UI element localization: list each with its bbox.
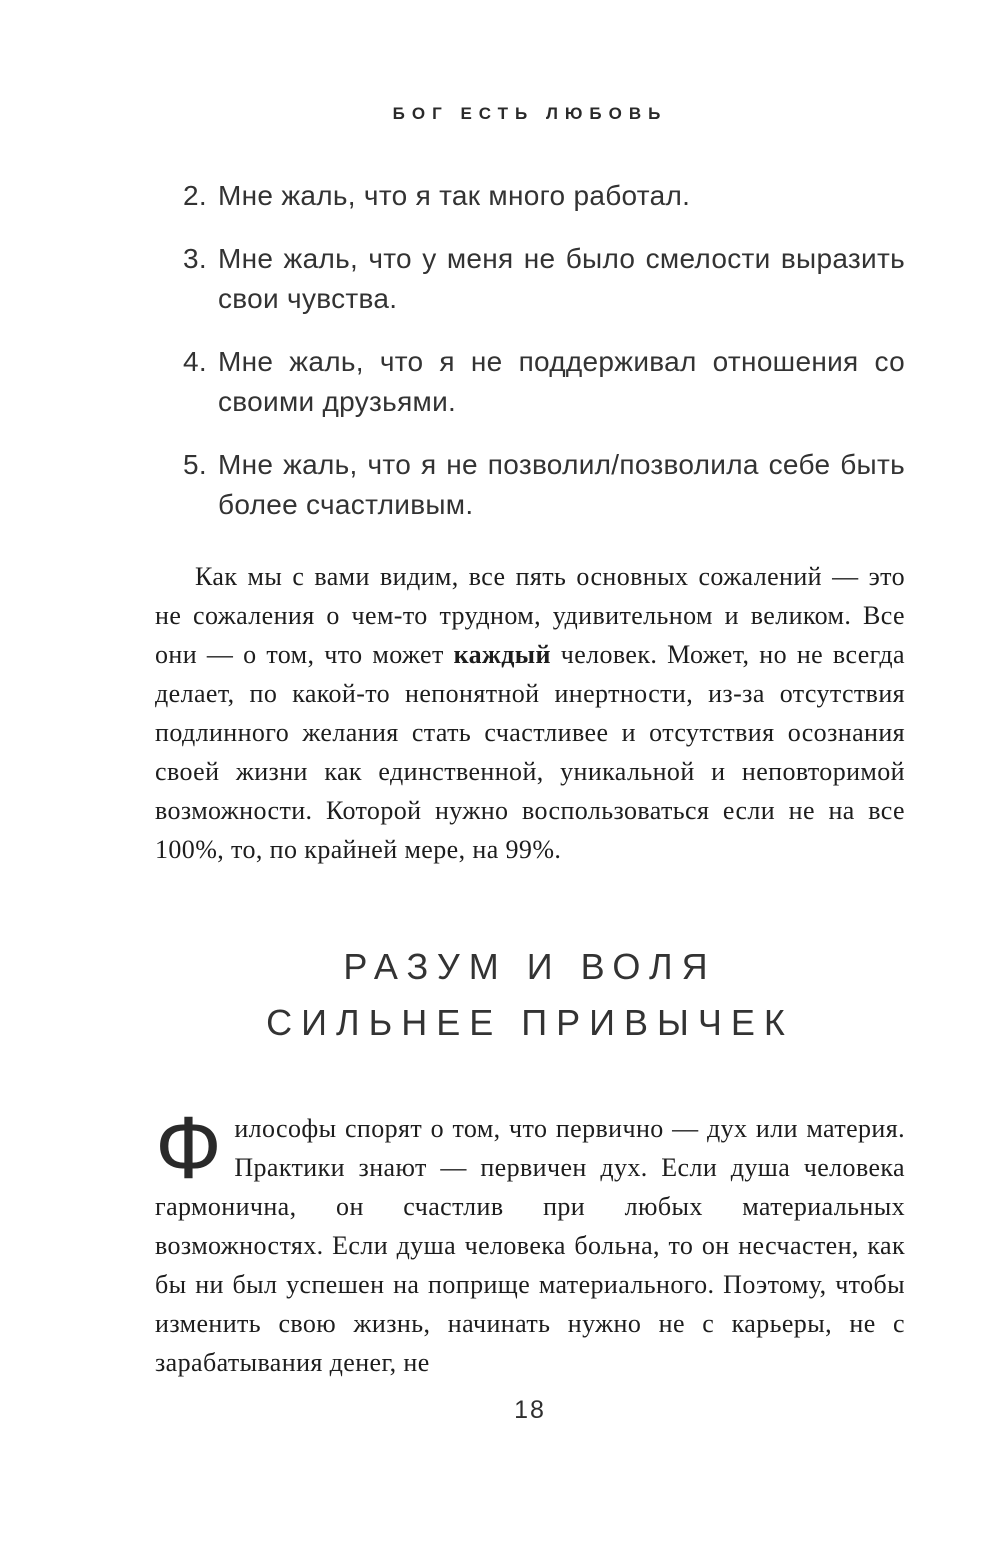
paragraph-regrets-summary bbox=[155, 557, 905, 869]
paragraph-text: Как мы с вами видим, все пять основных сожалений — это не сожаления о чем-то трудном, удивительном и великом. Все они — о том, что может bbox=[155, 562, 905, 669]
paragraph-text: илософы спорят о том, что первично — дух или материя. Практики знают — первичен дух. Если душа человека гармонична, он счастлив при любых материальных возможностях. Если душа человека больна, то он несчастен, как бы ни был успешен на поприще материального. Поэтому, чтобы изменить свою жизнь, начинать нужно не с карьеры, не с зарабатывания денег, не bbox=[155, 1114, 905, 1377]
list-item-number: 2. bbox=[183, 180, 207, 211]
page-number: 18 bbox=[514, 1396, 546, 1424]
emphasized-word: каждый bbox=[453, 640, 551, 669]
list-item-number: 4. bbox=[183, 346, 207, 377]
drop-cap: Ф bbox=[155, 1098, 223, 1197]
regret-list bbox=[155, 176, 905, 525]
list-item-5 bbox=[155, 445, 905, 525]
list-item-2 bbox=[155, 176, 905, 216]
section-heading-line2: СИЛЬНЕЕ ПРИВЫЧЕК bbox=[266, 1002, 794, 1043]
list-item-text: Мне жаль, что я не позволил/позволила себе быть более счастливым. bbox=[218, 449, 905, 520]
section-heading bbox=[155, 939, 905, 1051]
list-item-3 bbox=[155, 239, 905, 319]
section-heading-line1: РАЗУМ И ВОЛЯ bbox=[343, 946, 717, 987]
list-item-text: Мне жаль, что у меня не было смелости выразить свои чувства. bbox=[218, 243, 905, 314]
list-item-4 bbox=[155, 342, 905, 422]
list-item-text: Мне жаль, что я так много работал. bbox=[218, 180, 691, 211]
paragraph-text: человек. Может, но не всегда делает, по какой-то непонятной инертности, из-за отсутствия подлинного желания стать счастливее и отсутствия осознания своей жизни как единственной, уникальной и неповторимой возможности. Которой нужно воспользоваться если не на все 100%, то, по крайней мере, на 99%. bbox=[155, 640, 905, 864]
list-item-number: 3. bbox=[183, 243, 207, 274]
running-head: БОГ ЕСТЬ ЛЮБОВЬ bbox=[392, 104, 668, 123]
paragraph-philosophy bbox=[155, 1098, 905, 1382]
list-item-number: 5. bbox=[183, 449, 207, 480]
list-item-text: Мне жаль, что я не поддерживал отношения со своими друзьями. bbox=[218, 346, 905, 417]
